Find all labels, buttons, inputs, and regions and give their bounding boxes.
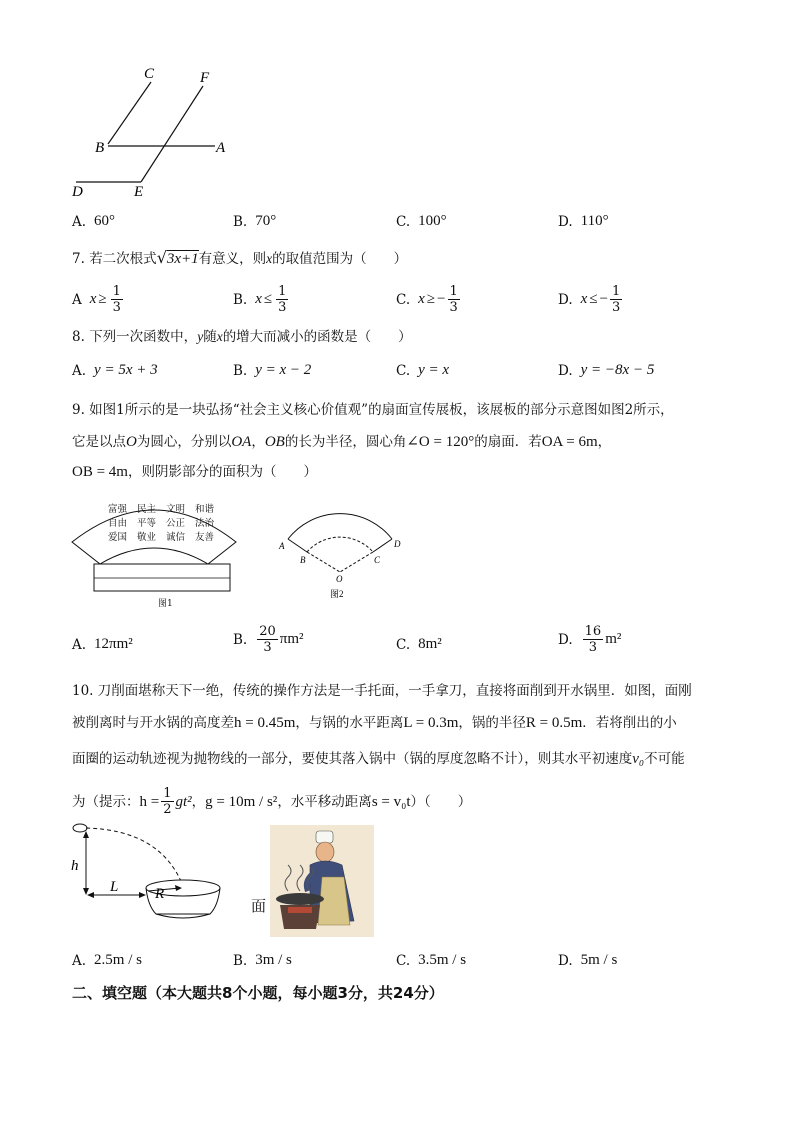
q8-option-b[interactable]: B. y = x − 2 xyxy=(233,362,312,379)
line-ef xyxy=(141,86,203,182)
height-arrow-head-bottom xyxy=(83,888,89,895)
sqrt-symbol: √ xyxy=(156,248,167,267)
q9-figure-1 xyxy=(68,492,240,612)
chef-hat xyxy=(316,831,333,843)
inner-arc xyxy=(307,537,373,552)
length-arrow-head-right xyxy=(139,892,146,898)
trajectory-curve xyxy=(86,828,183,886)
label-c: C xyxy=(144,66,155,82)
q8-option-c[interactable]: C. y = x xyxy=(396,362,450,379)
q9-option-b[interactable]: B. $\frac{20}{3}$ πm² xyxy=(233,624,304,655)
q9-option-c[interactable]: C. 8m² xyxy=(396,636,442,653)
fraction: $\frac{1}{2}$ xyxy=(163,786,172,817)
label-e: E xyxy=(134,184,144,200)
fan-text-block xyxy=(108,503,214,545)
stove-fire xyxy=(288,907,312,913)
q10-trajectory-figure xyxy=(66,818,236,936)
chef-apron xyxy=(318,877,350,925)
q7-option-b[interactable]: B. x ≤ $\frac{1}{3}$ xyxy=(233,284,287,315)
fig2-caption: 图2 xyxy=(330,589,344,599)
label-b: B xyxy=(300,555,306,565)
q8-option-d[interactable]: D. y = −8x − 5 xyxy=(558,362,655,379)
wok xyxy=(276,893,324,905)
q10-stem-line3: 面圈的运动轨迹视为抛物线的一部分，要使其落入锅中（锅的厚度忽略不计），则其水平初速度v₀不可能 xyxy=(72,751,685,767)
line-bc xyxy=(108,82,151,144)
label-o: O xyxy=(336,574,343,584)
q10-option-d[interactable]: D. 5m / s xyxy=(558,952,618,969)
chef-face xyxy=(316,842,334,862)
fraction: $\frac{1}{3}$ xyxy=(112,284,121,315)
fan-text-row-2: 自由 平等 公正 法治 xyxy=(108,518,214,529)
q9-stem-line3: OB = 4m，则阴影部分的面积为（ ） xyxy=(72,464,317,480)
radius-ob xyxy=(307,552,340,572)
q10-stem-line1: 10. 刀削面堪称天下一绝，传统的操作方法是一手托面，一手拿刀，直接将面削到开水锅里．如图，面刚 xyxy=(72,683,692,699)
length-arrow-head-left xyxy=(87,892,94,898)
fan-text-row-1: 富强 民主 文明 和谐 xyxy=(108,504,214,515)
q7-stem: 7. 若二次根式√3x+1有意义，则x的取值范围为（ ） xyxy=(72,248,408,267)
q10-figure-char: 面 xyxy=(251,897,267,915)
label-d: D xyxy=(72,184,83,200)
q10-chef-illustration xyxy=(270,825,374,937)
q10-option-c[interactable]: C. 3.5m / s xyxy=(396,952,467,969)
q9-option-d[interactable]: D. $\frac{16}{3}$ m² xyxy=(558,624,622,655)
height-arrow-head-top xyxy=(83,831,89,838)
q7-option-c[interactable]: C. x ≥ − $\frac{1}{3}$ xyxy=(396,284,458,315)
q8-option-a[interactable]: A. y = 5x + 3 xyxy=(72,362,158,379)
board-base xyxy=(94,564,230,591)
segment-cd xyxy=(373,539,392,552)
q7-option-d[interactable]: D. x ≤ − $\frac{1}{3}$ xyxy=(558,284,621,315)
label-d: D xyxy=(394,539,401,549)
label-h: h xyxy=(71,858,79,874)
q7-option-a[interactable]: A x ≥ $\frac{1}{3}$ xyxy=(72,284,121,315)
fraction: $\frac{20}{3}$ xyxy=(259,624,276,655)
outer-arc xyxy=(288,514,392,539)
q6-option-c[interactable]: C. 100° xyxy=(396,213,447,230)
segment-ab xyxy=(288,539,307,552)
q9-stem-line2: 它是以点O为圆心，分别以OA，OB的长为半径，圆心角∠O = 120°的扇面．若OA = 6m， xyxy=(72,434,612,450)
fan-text-row-3: 爱国 敬业 诚信 友善 xyxy=(108,532,214,543)
fraction: $\frac{1}{3}$ xyxy=(278,284,287,315)
q9-figure-2 xyxy=(278,495,403,605)
q6-geometry-figure xyxy=(68,60,243,200)
fraction: $\frac{16}{3}$ xyxy=(584,624,602,655)
section-2-heading: 二、填空题（本大题共8个小题，每小题3分，共24分） xyxy=(72,984,444,1002)
label-r: R xyxy=(155,886,165,902)
q6-option-b[interactable]: B. 70° xyxy=(233,213,277,230)
q9-option-a[interactable]: A. 12πm² xyxy=(72,636,133,653)
q10-option-a[interactable]: A. 2.5m / s xyxy=(72,952,142,969)
q10-stem-line4: 为（提示： h = $\frac{1}{2}$ gt² ， g = 10m / s² ，水平移动距离 s = v₀t ）（ ） xyxy=(72,786,472,817)
label-l: L xyxy=(110,879,119,895)
q10-stem-line2: 被削离时与开水锅的高度差h = 0.45m，与锅的水平距离L = 0.3m，锅的半径R = 0.5m．若将削出的小 xyxy=(72,715,677,731)
fraction: $\frac{1}{3}$ xyxy=(612,284,621,315)
label-c: C xyxy=(374,555,381,565)
q10-option-b[interactable]: B. 3m / s xyxy=(233,952,292,969)
label-a: A xyxy=(216,140,226,156)
radicand: 3x+1 xyxy=(166,251,199,267)
label-b: B xyxy=(95,140,105,156)
pot-bottom xyxy=(156,914,210,918)
dough-ellipse xyxy=(73,824,87,832)
q8-stem: 8. 下列一次函数中，y随x的增大而减小的函数是（ ） xyxy=(72,329,412,345)
fig1-caption: 图1 xyxy=(158,599,173,609)
q6-option-a[interactable]: A. 60° xyxy=(72,213,116,230)
fraction: $\frac{1}{3}$ xyxy=(449,284,458,315)
radius-oc xyxy=(340,552,373,572)
label-f: F xyxy=(200,70,210,86)
q9-stem-line1: 9. 如图1所示的是一块弘扬“社会主义核心价值观”的扇面宣传展板，该展板的部分示意图如图2所示， xyxy=(72,402,674,418)
label-a: A xyxy=(279,541,285,551)
q6-option-d[interactable]: D. 110° xyxy=(558,213,609,230)
